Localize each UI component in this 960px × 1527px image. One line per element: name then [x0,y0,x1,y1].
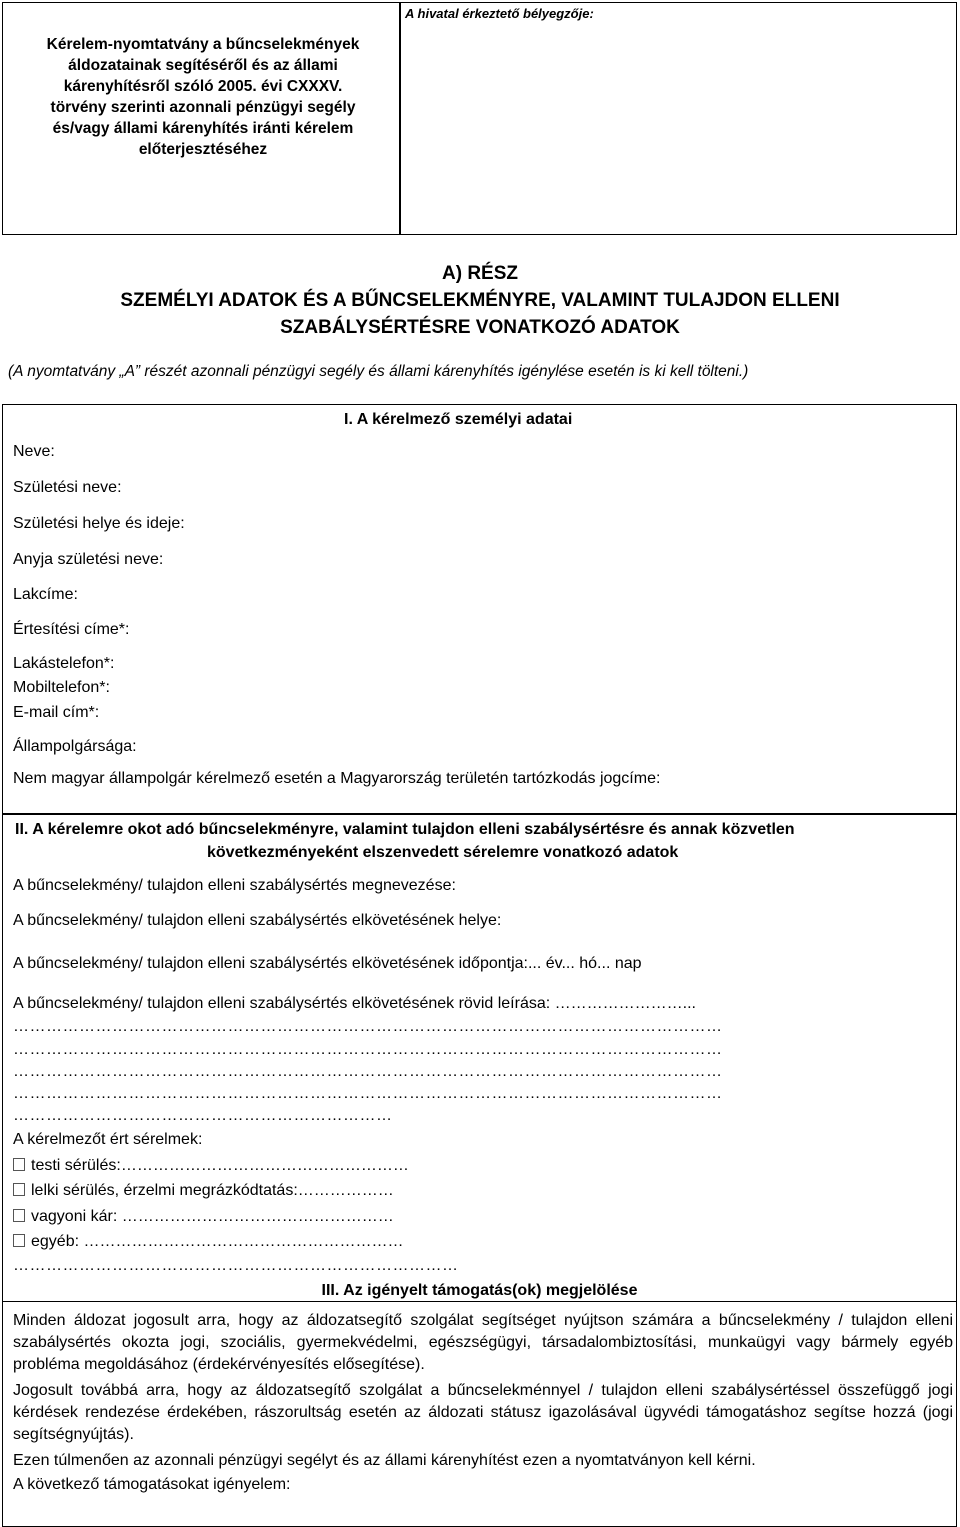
field-crime-description[interactable]: A bűncselekmény/ tulajdon elleni szabálysértés elkövetésének rövid leírása: ……………………... [13,995,696,1012]
section2-title-line2: következményeként elszenvedett sérelemre vonatkozó adatok [207,844,679,861]
form-title [13,34,393,160]
paragraph: Minden áldozat jogosult arra, hogy az áldozatsegítő szolgálat segítséget nyújtson számára a bűncselekmény / tulajdon elleni szabálysértés okozta jogi, szociális, gyermekvédelmi, egészségügyi, társadalombiztosítási, munkaügyi vagy bármely egyéb probléma megoldásához (érdekérvényesítés elősegítése). [13,1312,953,1373]
part-a-title: A) RÉSZ [442,263,518,284]
field-mobile-phone[interactable]: Mobiltelefon*: [13,679,110,696]
section3-title: III. Az igényelt támogatás(ok) megjelölése [321,1282,638,1299]
section-requested-support [2,1282,957,1527]
stamp-label: A hivatal érkeztető bélyegzője: [405,6,594,21]
form-title-line: törvény szerinti azonnali pénzügyi segély [50,99,356,116]
dotted-line[interactable]: ………………………………………………………………………………………………………………… [13,1063,723,1080]
section-personal-data [2,404,957,814]
field-birth-name[interactable]: Születési neve: [13,479,122,496]
field-residence-title[interactable]: Nem magyar állampolgár kérelmező esetén a Magyarország területén tartózkodás jogcíme: [13,770,661,787]
checkbox-icon[interactable] [13,1183,25,1196]
option-label: testi sérülés:……………………………………………… [31,1157,409,1174]
office-stamp-box[interactable] [400,2,957,235]
checkbox-icon[interactable] [13,1209,25,1222]
damages-label: A kérelmezőt ért sérelmek: [13,1131,203,1148]
dotted-line[interactable]: ………………………………………………………………………………………………………………… [13,1041,723,1058]
form-title-line: áldozatainak segítéséről és az állami [68,57,338,74]
dotted-line[interactable]: …………………………………………………………… [13,1107,393,1124]
field-crime-place[interactable]: A bűncselekmény/ tulajdon elleni szabálysértés elkövetésének helye: [13,912,502,929]
option-physical-injury[interactable] [13,1157,409,1175]
dotted-line[interactable]: ……………………………………………………………………… [13,1257,459,1274]
field-email[interactable]: E-mail cím*: [13,704,100,721]
option-label: egyéb: …………………………………………………… [31,1233,404,1250]
form-title-box [2,2,400,235]
field-mother-name[interactable]: Anyja születési neve: [13,551,164,568]
paragraph: A következő támogatásokat igényelem: [13,1476,291,1493]
field-crime-name[interactable]: A bűncselekmény/ tulajdon elleni szabálysértés megnevezése: [13,877,456,894]
dotted-line[interactable]: ………………………………………………………………………………………………………………… [13,1018,723,1035]
option-property-damage[interactable] [13,1208,394,1226]
field-home-phone[interactable]: Lakástelefon*: [13,655,115,672]
section2-title-line1: II. A kérelemre okot adó bűncselekményre, valamint tulajdon elleni szabálysértésre és annak közvetlen [15,821,795,838]
field-citizenship[interactable]: Állampolgársága: [13,738,137,755]
form-title-line: és/vagy állami kárenyhítés iránti kérelem [52,120,354,137]
part-a-subtitle-2: SZABÁLYSÉRTÉSRE VONATKOZÓ ADATOK [280,317,680,338]
field-address[interactable]: Lakcíme: [13,586,78,603]
checkbox-icon[interactable] [13,1158,25,1171]
option-label: lelki sérülés, érzelmi megrázkódtatás:……………… [31,1182,394,1199]
paragraph: Ezen túlmenően az azonnali pénzügyi segélyt és az állami kárenyhítést ezen a nyomtatványon kell kérni. [13,1452,756,1469]
dotted-line[interactable]: ………………………………………………………………………………………………………………… [13,1085,723,1102]
part-a-note: (A nyomtatvány „A” részét azonnali pénzügyi segély és állami kárenyhítés igénylése esetén is ki kell tölteni.) [8,363,749,380]
section1-title: I. A kérelmező személyi adatai [344,411,573,428]
part-a-subtitle-1: SZEMÉLYI ADATOK ÉS A BŰNCSELEKMÉNYRE, VALAMINT TULAJDON ELLENI [120,290,840,311]
option-emotional-injury[interactable] [13,1182,394,1200]
field-notification-address[interactable]: Értesítési címe*: [13,621,130,638]
field-birth-place-date[interactable]: Születési helye és ideje: [13,515,185,532]
option-label: vagyoni kár: …………………………………………… [31,1208,394,1225]
option-other[interactable] [13,1233,403,1251]
field-crime-time[interactable]: A bűncselekmény/ tulajdon elleni szabálysértés elkövetésének időpontja:... év... hó... nap [13,955,642,972]
field-name[interactable]: Neve: [13,443,55,460]
form-title-line: kárenyhítésről szóló 2005. évi CXXXV. [63,78,343,95]
paragraph: Jogosult továbbá arra, hogy az áldozatsegítő szolgálat a bűncselekménnyel / tulajdon elleni szabálysértéssel összefüggő jogi kérdések rendezése érdekében, rászorultság esetén az áldozati státusz igazolásával ügyvédi támogatáshoz segítse hozzá (jogi segítségnyújtás). [13,1382,953,1443]
section-crime-data [2,814,957,1302]
form-title-line: Kérelem-nyomtatvány a bűncselekmények [46,36,360,53]
checkbox-icon[interactable] [13,1234,25,1247]
form-title-line: előterjesztéséhez [138,141,268,158]
